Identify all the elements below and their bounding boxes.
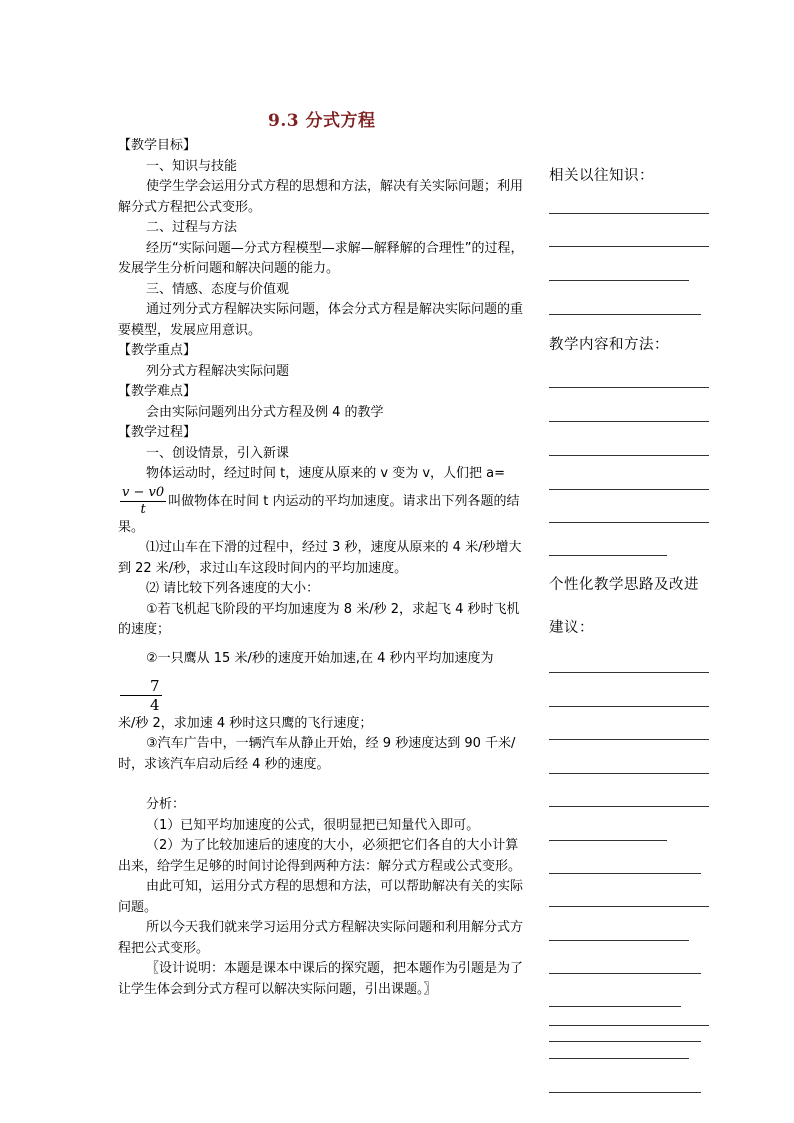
- blank-line: [549, 455, 709, 456]
- goal-2-heading: 二、过程与方法: [146, 220, 238, 235]
- question-1: ⑴过山车在下滑的过程中，经过 3 秒，速度从原来的 4 米/秒增大到 22 米/秒，求过山车这段时间内的平均加速度。: [118, 540, 522, 576]
- design-note: 〖设计说明：本题是课本中课后的探究题，把本题作为引题是为了让学生体会到分式方程可以解决实际问题，引出课题。〗: [118, 961, 524, 997]
- blank-line: [549, 973, 701, 974]
- blank-line: [549, 906, 709, 907]
- fraction-numerator: 7: [120, 677, 162, 696]
- blank-line: [549, 314, 701, 315]
- fraction-denominator: t: [140, 501, 146, 517]
- goal-1-text: 使学生学会运用分式方程的思想和方法，解决有关实际问题；利用解分式方程把公式变形。: [118, 179, 524, 215]
- question-2b-text-b: 米/秒 2，求加速 4 秒时这只鹰的飞行速度；: [118, 715, 373, 731]
- question-2b-line: [118, 641, 530, 714]
- key-text: 列分式方程解决实际问题: [146, 363, 290, 379]
- analysis-heading: 分析：: [146, 797, 186, 812]
- analysis-4: 所以今天我们就来学习运用分式方程解决实际问题和利用解分式方程把公式变形。: [118, 920, 524, 956]
- blank-line: [549, 873, 701, 874]
- blank-line: [549, 1025, 709, 1026]
- blank-line: [549, 387, 709, 388]
- acceleration-fraction: [120, 485, 166, 518]
- question-2: ⑵ 请比较下列各速度的大小：: [146, 581, 320, 596]
- process-1-heading: 一、创设情景，引入新课: [146, 445, 290, 461]
- side-heading-personalized-line1: 个性化教学思路及改进: [549, 577, 699, 593]
- section-goals-heading: 【教学目标】: [118, 138, 197, 153]
- goal-2-text: 经历“实际问题—分式方程模型—求解—解释解的合理性”的过程，发展学生分析问题和解决问题的能力。: [118, 240, 524, 276]
- process-1-formula-line: [118, 485, 530, 539]
- blank-line: [549, 246, 709, 247]
- blank-line: [549, 1041, 701, 1042]
- seven-fourths-fraction: [120, 677, 162, 714]
- blank-line: [549, 1006, 681, 1007]
- side-heading-prior-knowledge: 相关以往知识：: [549, 168, 654, 184]
- analysis-2: （2）为了比较加速后的速度的大小，必须把它们各自的大小计算出来，给学生足够的时间讨论得到两种方法：解分式方程或公式变形。: [118, 838, 522, 874]
- section-difficulty-heading: 【教学难点】: [118, 384, 197, 399]
- fraction-numerator: v − v0: [122, 484, 165, 500]
- goal-3-heading: 三、情感、态度与价值观: [146, 281, 290, 297]
- question-2a: ①若飞机起飞阶段的平均加速度为 8 米/秒 2，求起飞 4 秒时飞机的速度；: [118, 601, 520, 637]
- section-process-heading: 【教学过程】: [118, 425, 197, 440]
- section-key-heading: 【教学重点】: [118, 343, 197, 358]
- blank-line: [549, 522, 709, 523]
- main-column: [118, 136, 530, 1000]
- blank-line: [549, 555, 667, 556]
- process-1-text-b: 叫做物体在时间 t 内运动的平均加速度。请求出下列各题的结果。: [118, 493, 520, 535]
- blank-line: [549, 672, 709, 673]
- blank-line: [549, 773, 709, 774]
- blank-line: [549, 213, 709, 214]
- question-2c: ③汽车广告中，一辆汽车从静止开始，经 9 秒速度达到 90 千米/时，求该汽车启动后经 4 秒的速度。: [118, 736, 516, 772]
- page-title: 9.3 分式方程: [268, 111, 376, 131]
- blank-line: [549, 421, 709, 422]
- side-heading-personalized-line2: 建议：: [549, 620, 594, 636]
- blank-line: [549, 806, 709, 807]
- goal-3-text: 通过列分式方程解决实际问题，体会分式方程是解决实际问题的重要模型，发展应用意识。: [118, 302, 524, 338]
- blank-line: [549, 840, 667, 841]
- side-heading-content-method: 教学内容和方法：: [549, 337, 669, 353]
- blank-line: [549, 706, 709, 707]
- blank-line: [549, 739, 709, 740]
- analysis-3: 由此可知，运用分式方程的思想和方法，可以帮助解决有关的实际问题。: [118, 879, 524, 915]
- blank-line: [549, 1092, 701, 1093]
- blank-line: [549, 1058, 689, 1059]
- blank-line: [549, 489, 709, 490]
- question-2b-text-a: ②一只鹰从 15 米/秒的速度开始加速,在 4 秒内平均加速度为: [146, 650, 494, 666]
- difficulty-text: 会由实际问题列出分式方程及例 4 的教学: [146, 404, 384, 420]
- analysis-1: （1）已知平均加速度的公式，很明显把已知量代入即可。: [146, 817, 480, 833]
- blank-line: [549, 280, 689, 281]
- process-1-text-a: 物体运动时，经过时间 t，速度从原来的 v 变为 v，人们把 a=: [146, 466, 506, 481]
- blank-line: [549, 940, 689, 941]
- fraction-denominator: 4: [150, 695, 160, 714]
- goal-1-heading: 一、知识与技能: [146, 158, 238, 174]
